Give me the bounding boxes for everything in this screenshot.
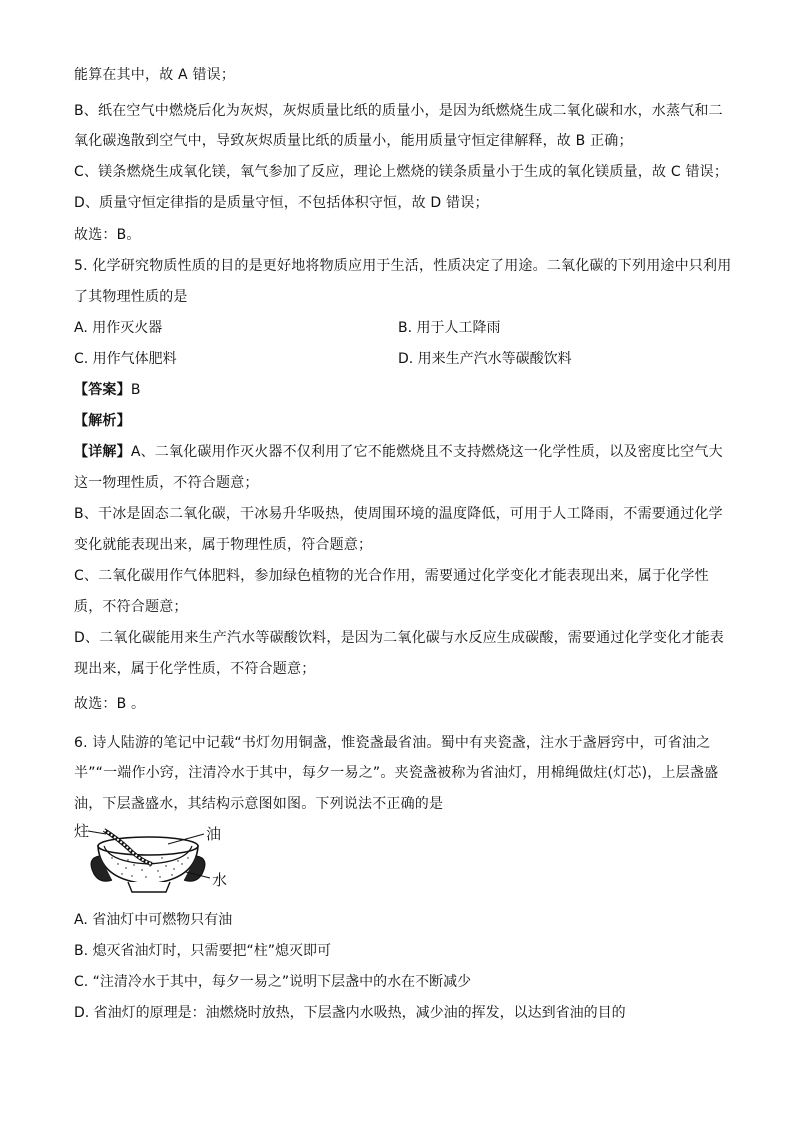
text-line: D、二氧化碳能用来生产汽水等碳酸饮料，是因为二氧化碳与水反应生成碳酸，需要通过化学变化才能表	[74, 630, 724, 646]
question-5-stem: 了其物理性质的是	[74, 289, 188, 305]
question-5-stem: 5. 化学研究物质性质的目的是更好地将物质应用于生活，性质决定了用途。二氧化碳的下列用途中只利用	[74, 258, 732, 274]
text-line: 变化就能表现出来，属于物理性质，符合题意；	[74, 537, 373, 553]
detail-text: A、二氧化碳用作灭火器不仅利用了它不能燃烧且不支持燃烧这一化学性质，以及密度比空气大	[130, 444, 723, 460]
text-line: 质，不符合题意；	[74, 599, 188, 615]
q5-option-a: A. 用作灭火器	[74, 320, 163, 336]
q5-answer	[74, 381, 141, 399]
text-line: 现出来，属于化学性质，不符合题意；	[74, 661, 316, 677]
text-line: 故选：B。	[74, 227, 141, 243]
label-wick: 炷	[74, 822, 90, 840]
q5-option-b: B. 用于人工降雨	[398, 320, 501, 336]
label-water: 水	[212, 871, 228, 889]
analysis-label: 【解析】	[74, 413, 131, 429]
text-line: 能算在其中，故 A 错误；	[74, 67, 236, 83]
text-line: C、镁条燃烧生成氧化镁，氧气参加了反应，理论上燃烧的镁条质量小于生成的氧化镁质量，故 C 错误；	[74, 164, 729, 180]
answer-value: B	[130, 382, 141, 398]
q6-option-d: D. 省油灯的原理是：油燃烧时放热，下层盏内水吸热，减少油的挥发，以达到省油的目的	[74, 1005, 626, 1021]
q6-option-c: C. “注清冷水于其中，每夕一易之”说明下层盏中的水在不断减少	[74, 974, 472, 990]
q6-option-a: A. 省油灯中可燃物只有油	[74, 912, 233, 928]
q5-option-d: D. 用来生产汽水等碳酸饮料	[398, 351, 572, 367]
text-line: B、纸在空气中燃烧后化为灰烬，灰烬质量比纸的质量小，是因为纸燃烧生成二氧化碳和水，水蒸气和二	[74, 103, 723, 119]
text-line: B、干冰是固态二氧化碳，干冰易升华吸热，使周围环境的温度降低，可用于人工降雨，不需要通过化学	[74, 506, 723, 522]
q6-option-b: B. 熄灭省油灯时，只需要把“柱”熄灭即可	[74, 943, 332, 959]
question-6-stem: 半”“一端作小窍，注清冷水于其中，每夕一易之”。夹瓷盏被称为省油灯，用棉绳做炷(灯芯)，上层盏盛	[74, 765, 719, 781]
q5-detail	[74, 443, 723, 461]
question-6-stem: 油，下层盏盛水，其结构示意图如图。下列说法不正确的是	[74, 796, 444, 812]
q5-option-c: C. 用作气体肥料	[74, 351, 177, 367]
label-oil: 油	[206, 825, 222, 843]
text-line: 氧化碳逸散到空气中，导致灰烬质量比纸的质量小，能用质量守恒定律解释，故 B 正确；	[74, 133, 633, 149]
question-6-stem: 6. 诗人陆游的笔记中记载“书灯勿用铜盏，惟瓷盏最省油。蜀中有夹瓷盏，注水于盏唇窍中，可省油之	[74, 735, 711, 751]
q5-conclusion: 故选：B 。	[74, 696, 146, 712]
text-line: 这一物理性质，不符合题意；	[74, 475, 259, 491]
text-line: D、质量守恒定律指的是质量守恒，不包括体积守恒，故 D 错误；	[74, 195, 489, 211]
detail-label: 【详解】	[74, 444, 131, 460]
oil-lamp-diagram	[70, 822, 240, 898]
text-line: C、二氧化碳用作气体肥料，参加绿色植物的光合作用，需要通过化学变化才能表现出来，属于化学性	[74, 568, 709, 584]
answer-label: 【答案】	[74, 382, 131, 398]
